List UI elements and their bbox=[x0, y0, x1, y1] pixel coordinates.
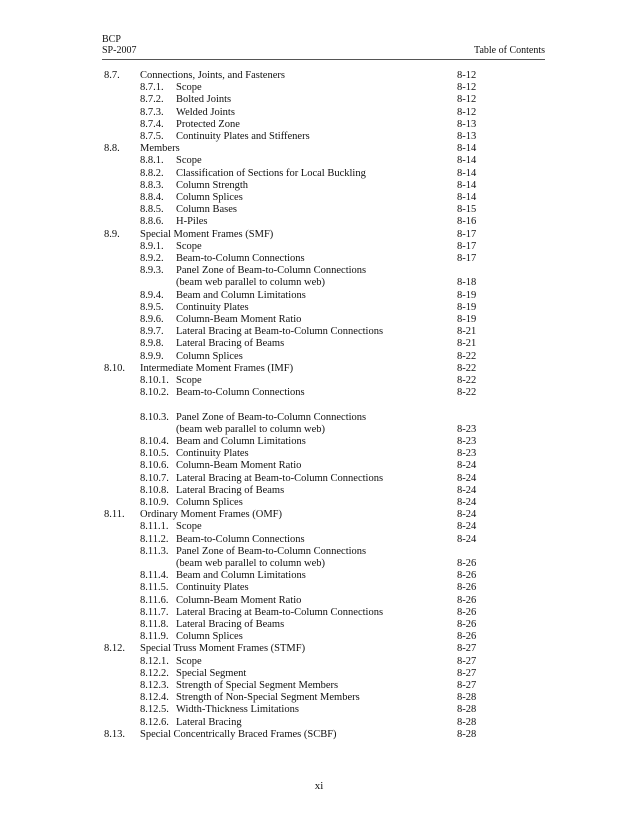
toc-entry-title: Beam-to-Column Connections bbox=[176, 533, 305, 545]
toc-entry-row bbox=[0, 265, 638, 277]
toc-page-number: 8-12 bbox=[457, 94, 477, 106]
toc-section-number: 8.11. bbox=[104, 509, 125, 521]
toc-page-number: 8-27 bbox=[457, 667, 477, 679]
toc-entry-number: 8.12.2. bbox=[140, 667, 169, 679]
toc-entry-title: Column Strength bbox=[176, 179, 249, 191]
toc-entry-row bbox=[0, 241, 638, 253]
toc-page-number: 8-19 bbox=[457, 301, 477, 313]
toc-entry-number: 8.11.1. bbox=[140, 521, 169, 533]
toc-entry-number: 8.10.2. bbox=[140, 387, 169, 399]
toc-entry-title: Lateral Bracing bbox=[176, 716, 242, 728]
toc-page-number: 8-24 bbox=[457, 460, 477, 472]
toc-section-number: 8.9. bbox=[104, 228, 120, 240]
toc-entry-row bbox=[0, 204, 638, 216]
toc-entry-number: 8.11.8. bbox=[140, 619, 169, 630]
toc-entry-row bbox=[0, 290, 638, 302]
toc-entry-title: Scope bbox=[176, 240, 202, 252]
toc-section-number: 8.7. bbox=[104, 70, 120, 81]
toc-entry-title: Strength of Non-Special Segment Members bbox=[176, 692, 360, 704]
toc-entry-number: 8.10.6. bbox=[140, 460, 169, 472]
toc-entry-number: 8.7.3. bbox=[140, 106, 164, 118]
toc-entry-row bbox=[0, 668, 638, 680]
toc-entry-row bbox=[0, 534, 638, 546]
toc-entry-row bbox=[0, 375, 638, 387]
toc-page-number: 8-22 bbox=[457, 387, 477, 399]
toc-entry-title: Column Splices bbox=[176, 497, 243, 508]
toc-page-number: 8-12 bbox=[457, 82, 477, 94]
toc-page-number: 8-19 bbox=[457, 289, 477, 301]
toc-entry-title: Column Splices bbox=[176, 192, 243, 203]
toc-page-number: 8-14 bbox=[457, 192, 477, 203]
toc-entry-number: 8.11.5. bbox=[140, 582, 169, 594]
toc-entry-number: 8.9.8. bbox=[140, 338, 164, 350]
toc-page-number: 8-26 bbox=[457, 570, 477, 582]
toc-section-row bbox=[0, 229, 638, 241]
toc-entry-number: 8.12.5. bbox=[140, 704, 169, 716]
toc-page-number: 8-24 bbox=[457, 484, 477, 496]
toc-page-number: 8-27 bbox=[457, 643, 477, 655]
toc-entry-row bbox=[0, 119, 638, 131]
toc-entry-number: 8.10.4. bbox=[140, 436, 169, 447]
toc-entry-row bbox=[0, 82, 638, 94]
toc-entry-title: Classification of Sections for Local Buckling bbox=[176, 167, 366, 179]
toc-entry-title: Panel Zone of Beam-to-Column Connections bbox=[176, 545, 367, 557]
toc-entry-title: Continuity Plates bbox=[176, 582, 249, 594]
toc-entry-title: Lateral Bracing of Beams bbox=[176, 338, 285, 350]
toc-entry-title: Lateral Bracing of Beams bbox=[176, 484, 285, 496]
toc-entry-number: 8.10.5. bbox=[140, 448, 169, 460]
toc-entry-number: 8.9.7. bbox=[140, 326, 164, 338]
toc-entry-row bbox=[0, 216, 638, 228]
toc-page-number: 8-17 bbox=[457, 240, 477, 252]
toc-entry-title: Continuity Plates and Stiffeners bbox=[176, 131, 310, 142]
toc-page-number: 8-12 bbox=[457, 70, 477, 81]
toc-entry-row bbox=[0, 631, 638, 643]
toc-section-title: Special Concentrically Braced Frames (SCBF) bbox=[140, 728, 337, 740]
toc-section-row bbox=[0, 143, 638, 155]
toc-entry-row bbox=[0, 521, 638, 533]
toc-entry-row bbox=[0, 155, 638, 167]
toc-page-number: 8-14 bbox=[457, 143, 477, 155]
toc-page-number: 8-21 bbox=[457, 326, 477, 338]
toc-entry-number: 8.7.2. bbox=[140, 94, 164, 106]
toc-entry-number: 8.9.9. bbox=[140, 350, 164, 362]
toc-entry-number: 8.9.2. bbox=[140, 253, 164, 264]
toc-entry-title: Protected Zone bbox=[176, 118, 240, 130]
toc-entry-title: Lateral Bracing at Beam-to-Column Connections bbox=[176, 326, 384, 338]
toc-entry-number: 8.9.6. bbox=[140, 314, 164, 325]
toc-entry-number: 8.12.1. bbox=[140, 655, 169, 667]
toc-entry-row bbox=[0, 656, 638, 668]
toc-entry-title: Beam and Column Limitations bbox=[176, 570, 306, 582]
toc-page-number: 8-14 bbox=[457, 155, 477, 167]
toc-entry-title: Beam and Column Limitations bbox=[176, 289, 306, 301]
toc-page-number: 8-18 bbox=[457, 277, 477, 289]
toc-entry-row bbox=[0, 485, 638, 497]
toc-section-row bbox=[0, 70, 638, 82]
toc-section-row bbox=[0, 729, 638, 741]
toc-entry-number: 8.7.5. bbox=[140, 131, 164, 142]
toc-entry-title-continued: (beam web parallel to column web) bbox=[176, 423, 325, 435]
toc-entry-number: 8.8.1. bbox=[140, 155, 164, 167]
toc-entry-title: Lateral Bracing at Beam-to-Column Connections bbox=[176, 472, 384, 484]
toc-entry-title-continued: (beam web parallel to column web) bbox=[176, 277, 325, 289]
toc-page-number: 8-26 bbox=[457, 582, 477, 594]
toc-entry-number: 8.8.4. bbox=[140, 192, 164, 203]
toc-entry-number: 8.9.3. bbox=[140, 265, 164, 277]
toc-page-number: 8-15 bbox=[457, 204, 477, 216]
toc-section-number: 8.10. bbox=[104, 362, 125, 374]
toc-page-number: 8-17 bbox=[457, 253, 477, 264]
toc-page-number: 8-19 bbox=[457, 314, 477, 325]
toc-entry-row bbox=[0, 326, 638, 338]
toc-page-number: 8-27 bbox=[457, 680, 477, 691]
toc-entry-title: Scope bbox=[176, 375, 202, 386]
toc-page-number: 8-26 bbox=[457, 631, 477, 643]
toc-entry-row bbox=[0, 424, 638, 436]
toc-entry-number: 8.7.1. bbox=[140, 82, 164, 94]
toc-page-number: 8-24 bbox=[457, 533, 477, 545]
toc-blank-row bbox=[0, 399, 638, 411]
toc-section-title: Ordinary Moment Frames (OMF) bbox=[140, 509, 283, 521]
toc-page-number: 8-14 bbox=[457, 179, 477, 191]
toc-entry-title: H-Piles bbox=[176, 216, 208, 228]
toc-entry-row bbox=[0, 473, 638, 485]
toc-page-number: 8-27 bbox=[457, 655, 477, 667]
toc-entry-title: Column Bases bbox=[176, 204, 237, 216]
toc-section-title: Members bbox=[140, 143, 180, 155]
toc-entry-number: 8.11.9. bbox=[140, 631, 169, 643]
toc-entry-number: 8.12.3. bbox=[140, 680, 169, 691]
toc-entry-title: Beam-to-Column Connections bbox=[176, 253, 305, 264]
toc-entry-number: 8.12.6. bbox=[140, 716, 169, 728]
toc-entry-title: Beam-to-Column Connections bbox=[176, 387, 305, 399]
toc-entry-row bbox=[0, 94, 638, 106]
toc-entry-row bbox=[0, 302, 638, 314]
toc-entry-row bbox=[0, 595, 638, 607]
toc-entry-number: 8.12.4. bbox=[140, 692, 169, 704]
toc-page-number: 8-23 bbox=[457, 436, 477, 447]
toc-entry-row bbox=[0, 680, 638, 692]
toc-entry-row bbox=[0, 314, 638, 326]
toc-section-number: 8.12. bbox=[104, 643, 125, 655]
toc-page-number: 8-28 bbox=[457, 704, 477, 716]
toc-entry-row bbox=[0, 351, 638, 363]
toc-section-row bbox=[0, 363, 638, 375]
toc-page-number: 8-17 bbox=[457, 228, 477, 240]
toc-section-title: Special Moment Frames (SMF) bbox=[140, 228, 274, 240]
toc-entry-row bbox=[0, 436, 638, 448]
toc-entry-row bbox=[0, 338, 638, 350]
toc-entry-number: 8.8.5. bbox=[140, 204, 164, 216]
toc-page-number: 8-16 bbox=[457, 216, 477, 228]
toc-entry-title: Column-Beam Moment Ratio bbox=[176, 594, 302, 606]
toc-entry-title: Column-Beam Moment Ratio bbox=[176, 460, 302, 472]
toc-entry-row bbox=[0, 412, 638, 424]
page-number: xi bbox=[314, 780, 324, 792]
toc-section-title: Connections, Joints, and Fasteners bbox=[140, 70, 285, 81]
toc-section-number: 8.13. bbox=[104, 728, 125, 740]
header-section-title: Table of Contents bbox=[474, 45, 545, 56]
toc-page-number: 8-26 bbox=[457, 619, 477, 630]
toc-entry-row bbox=[0, 497, 638, 509]
toc-page-number: 8-24 bbox=[457, 497, 477, 508]
toc-section-number: 8.8. bbox=[104, 143, 120, 155]
toc-entry-number: 8.9.1. bbox=[140, 240, 164, 252]
toc-entry-number: 8.7.4. bbox=[140, 118, 164, 130]
toc-entry-row bbox=[0, 180, 638, 192]
toc-entry-title: Beam and Column Limitations bbox=[176, 436, 306, 447]
toc-entry-row bbox=[0, 192, 638, 204]
toc-section-row bbox=[0, 509, 638, 521]
toc-entry-title: Bolted Joints bbox=[176, 94, 232, 106]
toc-entry-title-continued: (beam web parallel to column web) bbox=[176, 558, 325, 569]
toc-page-number: 8-24 bbox=[457, 509, 477, 521]
toc-entry-title: Scope bbox=[176, 82, 202, 94]
toc-page-number: 8-24 bbox=[457, 521, 477, 533]
toc-entry-number: 8.10.3. bbox=[140, 411, 169, 423]
toc-entry-number: 8.11.3. bbox=[140, 545, 169, 557]
header-line-1: BCP bbox=[102, 34, 121, 45]
toc-entry-number: 8.11.2. bbox=[140, 533, 169, 545]
toc-page-number: 8-26 bbox=[457, 558, 477, 569]
toc-entry-row bbox=[0, 546, 638, 558]
toc-entry-number: 8.9.5. bbox=[140, 301, 164, 313]
toc-page-number: 8-23 bbox=[457, 423, 477, 435]
toc-entry-title: Column Splices bbox=[176, 631, 243, 643]
toc-page-number: 8-14 bbox=[457, 167, 477, 179]
toc-entry-row bbox=[0, 717, 638, 729]
toc-entry-number: 8.10.1. bbox=[140, 375, 169, 386]
toc-entry-title: Column Splices bbox=[176, 350, 243, 362]
toc-entry-row bbox=[0, 253, 638, 265]
toc-entry-title: Special Segment bbox=[176, 667, 247, 679]
toc-page-number: 8-24 bbox=[457, 472, 477, 484]
toc-page-number: 8-13 bbox=[457, 118, 477, 130]
toc-page-number: 8-22 bbox=[457, 375, 477, 386]
toc-page-number: 8-28 bbox=[457, 716, 477, 728]
toc-entry-number: 8.8.6. bbox=[140, 216, 164, 228]
toc-entry-row bbox=[0, 131, 638, 143]
toc-page-number: 8-22 bbox=[457, 362, 477, 374]
toc-entry-title: Column-Beam Moment Ratio bbox=[176, 314, 302, 325]
toc-entry-title: Panel Zone of Beam-to-Column Connections bbox=[176, 411, 367, 423]
toc-entry-title: Width-Thickness Limitations bbox=[176, 704, 299, 716]
toc-entry-number: 8.11.7. bbox=[140, 606, 169, 618]
toc-entry-row bbox=[0, 107, 638, 119]
toc-entry-title: Continuity Plates bbox=[176, 448, 249, 460]
toc-section-title: Intermediate Moment Frames (IMF) bbox=[140, 362, 294, 374]
toc-entry-title: Strength of Special Segment Members bbox=[176, 680, 339, 691]
toc-entry-number: 8.9.4. bbox=[140, 289, 164, 301]
toc-page-number: 8-26 bbox=[457, 594, 477, 606]
toc-entry-row bbox=[0, 582, 638, 594]
toc-entry-number: 8.10.8. bbox=[140, 484, 169, 496]
toc-entry-row bbox=[0, 168, 638, 180]
toc-page-number: 8-12 bbox=[457, 106, 477, 118]
toc-entry-row bbox=[0, 704, 638, 716]
toc-entry-title: Welded Joints bbox=[176, 106, 235, 118]
toc-entry-row bbox=[0, 387, 638, 399]
toc-entry-row bbox=[0, 448, 638, 460]
toc-page-number: 8-13 bbox=[457, 131, 477, 142]
toc-page-number: 8-21 bbox=[457, 338, 477, 350]
toc-entry-row bbox=[0, 558, 638, 570]
toc-page-number: 8-23 bbox=[457, 448, 477, 460]
toc-entry-title: Panel Zone of Beam-to-Column Connections bbox=[176, 265, 367, 277]
toc-entry-title: Scope bbox=[176, 155, 202, 167]
toc-page-number: 8-26 bbox=[457, 606, 477, 618]
toc-entry-number: 8.8.3. bbox=[140, 179, 164, 191]
toc-section-title: Special Truss Moment Frames (STMF) bbox=[140, 643, 306, 655]
toc-entry-title: Lateral Bracing of Beams bbox=[176, 619, 285, 630]
toc-entry-title: Scope bbox=[176, 521, 202, 533]
toc-entry-number: 8.10.9. bbox=[140, 497, 169, 508]
toc-entry-row bbox=[0, 277, 638, 289]
toc-entry-number: 8.11.4. bbox=[140, 570, 169, 582]
toc-entry-number: 8.11.6. bbox=[140, 594, 169, 606]
toc-page-number: 8-28 bbox=[457, 692, 477, 704]
toc-page-number: 8-22 bbox=[457, 350, 477, 362]
toc-page-number: 8-28 bbox=[457, 728, 477, 740]
toc-entry-row bbox=[0, 607, 638, 619]
toc-section-row bbox=[0, 643, 638, 655]
toc-entry-number: 8.10.7. bbox=[140, 472, 169, 484]
header-line-2: SP-2007 bbox=[102, 45, 137, 56]
toc-entry-row bbox=[0, 619, 638, 631]
toc-entry-row bbox=[0, 692, 638, 704]
toc-entry-row bbox=[0, 460, 638, 472]
toc-entry-title: Continuity Plates bbox=[176, 301, 249, 313]
toc-entry-title: Lateral Bracing at Beam-to-Column Connections bbox=[176, 606, 384, 618]
toc-entry-title: Scope bbox=[176, 655, 202, 667]
toc-entry-number: 8.8.2. bbox=[140, 167, 164, 179]
toc-entry-row bbox=[0, 570, 638, 582]
